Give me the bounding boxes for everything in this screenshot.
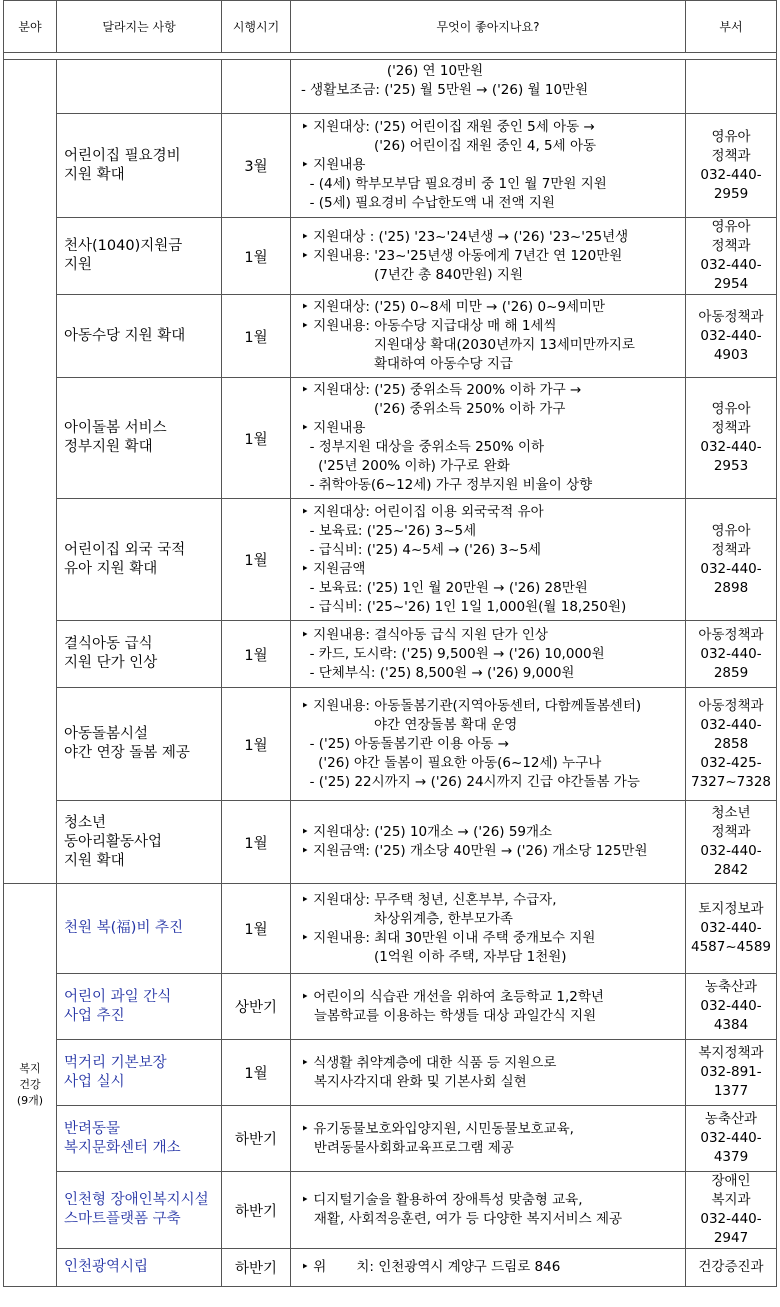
dept-line: 032-440- xyxy=(700,843,762,859)
change-cell xyxy=(57,1172,222,1249)
change-title-line: 어린이 과일 간식 xyxy=(64,988,172,1005)
benefit-line: ‣ 지원내용 xyxy=(301,420,366,436)
benefit-cell xyxy=(291,621,686,688)
benefit-line: - ('25) 22시까지 → ('26) 24시까지 긴급 야간돌봄 가능 xyxy=(301,773,640,790)
benefit-line: ‣ 어린이의 식습관 개선을 위하여 초등학교 1,2학년 xyxy=(301,988,604,1005)
period-cell: 하반기 xyxy=(222,1106,291,1172)
benefit-line: ‣ 지원대상 : ('25) '23~'24년생 → ('26) '23~'25년생 xyxy=(301,228,629,245)
change-title-line: 복지문화센터 개소 xyxy=(64,1139,181,1156)
benefit-line: ‣ 지원금액: ('25) 개소당 40만원 → ('26) 개소당 125만원 xyxy=(301,843,648,859)
dept-line: 농축산과 xyxy=(704,979,758,995)
change-title-line: 사업 실시 xyxy=(64,1073,125,1090)
dept-line: 4379 xyxy=(713,1149,749,1165)
change-title-line: 스마트플랫폼 구축 xyxy=(64,1211,181,1227)
dept-cell xyxy=(686,114,777,218)
period-cell xyxy=(222,60,291,114)
change-cell xyxy=(57,1040,222,1106)
period-cell: 1월 xyxy=(222,378,291,499)
benefit-line: ‣ 지원대상: ('25) 0~8세 미만 → ('26) 0~9세미만 xyxy=(301,299,606,315)
field-label-line: 건강 xyxy=(19,1078,41,1091)
change-cell xyxy=(57,295,222,378)
dept-line: 아동정책과 xyxy=(698,626,764,643)
dept-cell xyxy=(686,1106,777,1172)
dept-cell xyxy=(686,218,777,295)
benefit-cell xyxy=(291,114,686,218)
benefit-line: ‣ 지원내용: '23~'25년생 아동에게 7년간 연 120만원 xyxy=(301,247,623,264)
benefit-line: - 단체부식: ('25) 8,500원 → ('26) 9,000원 xyxy=(301,664,575,681)
benefit-line: ‣ 유기동물보호와입양지원, 시민동물보호교육, xyxy=(301,1120,574,1137)
dept-line: 032-440- xyxy=(700,560,762,577)
dept-line: 2954 xyxy=(713,276,749,292)
period-cell: 1월 xyxy=(222,218,291,295)
change-title-line: 반려동물 xyxy=(64,1120,121,1137)
table-row xyxy=(4,974,777,1040)
change-cell xyxy=(57,621,222,688)
change-title-line: 아동수당 지원 확대 xyxy=(64,327,186,344)
benefit-line: - (5세) 필요경비 수납한도액 내 전액 지원 xyxy=(301,195,555,211)
dept-line: 032-891- xyxy=(700,1064,762,1080)
dept-line: 032-440- xyxy=(700,998,762,1014)
benefit-cell xyxy=(291,378,686,499)
benefit-line: ‣ 지원대상: 어린이집 이용 외국국적 유아 xyxy=(301,503,544,520)
benefit-line: - 생활보조금: ('25) 월 5만원 → ('26) 월 10만원 xyxy=(301,82,589,98)
change-title-line: 천원 복(福)비 추진 xyxy=(64,920,184,936)
benefit-line: ('26) 연 10만원 xyxy=(301,63,484,79)
benefit-line: 반려동물사회화교육프로그램 제공 xyxy=(301,1139,514,1156)
dept-cell xyxy=(686,688,777,801)
dept-line: 4903 xyxy=(713,346,749,363)
benefit-cell xyxy=(291,1106,686,1172)
header-change: 달라지는 사항 xyxy=(57,1,222,53)
dept-line: 영유아 xyxy=(711,219,751,235)
benefit-line: - 보육료: ('25~'26) 3~5세 xyxy=(301,522,477,539)
dept-cell xyxy=(686,1040,777,1106)
period-cell: 상반기 xyxy=(222,974,291,1040)
period-cell: 1월 xyxy=(222,295,291,378)
period-cell: 3월 xyxy=(222,114,291,218)
dept-line: 2859 xyxy=(713,664,749,681)
dept-cell xyxy=(686,1172,777,1249)
change-cell xyxy=(57,218,222,295)
field-label-line: (9개) xyxy=(16,1094,44,1107)
benefit-line: 확대하여 아동수당 지급 xyxy=(301,356,513,372)
dept-line: 2953 xyxy=(713,458,749,474)
benefit-cell xyxy=(291,218,686,295)
change-title-line: 인천광역시립 xyxy=(64,1259,149,1275)
benefit-line: ('26) 야간 돌봄이 필요한 아동(6~12세) 누구나 xyxy=(301,754,602,771)
benefit-line: - 보육료: ('25) 1인 월 20만원 → ('26) 28만원 xyxy=(301,579,588,596)
benefit-cell xyxy=(291,974,686,1040)
benefit-line: ‣ 지원대상: ('25) 중위소득 200% 이하 가구 → xyxy=(301,382,582,398)
change-title-line: 인천형 장애인복지시설 xyxy=(64,1192,209,1208)
change-title-line: 천사(1040)지원금 xyxy=(64,238,183,254)
change-cell xyxy=(57,801,222,884)
benefit-line: (1억원 이하 주택, 자부담 1천원) xyxy=(301,948,567,965)
change-title-line: 사업 추진 xyxy=(64,1007,125,1024)
period-cell: 하반기 xyxy=(222,1172,291,1249)
benefit-line: - (4세) 학부모부담 필요경비 중 1인 월 7만원 지원 xyxy=(301,176,607,192)
table-row xyxy=(4,1249,777,1287)
benefit-line: ‣ 지원대상: 무주택 청년, 신혼부부, 수급자, xyxy=(301,891,557,908)
change-cell xyxy=(57,1106,222,1172)
change-cell xyxy=(57,60,222,114)
dept-line: 032-440- xyxy=(700,920,762,936)
dept-cell xyxy=(686,884,777,974)
change-cell xyxy=(57,974,222,1040)
change-title-line: 동아리활동사업 xyxy=(64,833,163,850)
dept-line: 정책과 xyxy=(711,147,751,164)
benefit-cell xyxy=(291,884,686,974)
benefit-line: ('26) 중위소득 250% 이하 가구 xyxy=(301,401,566,417)
period-cell: 1월 xyxy=(222,499,291,621)
table-row xyxy=(4,295,777,378)
dept-line: 4587~4589 xyxy=(690,939,772,955)
change-title-line: 유아 지원 확대 xyxy=(64,560,158,577)
dept-cell xyxy=(686,1249,777,1287)
period-cell: 1월 xyxy=(222,688,291,801)
benefit-line: 복지사각지대 완화 및 기본사회 실현 xyxy=(301,1073,527,1090)
change-title-line: 어린이집 외국 국적 xyxy=(64,541,186,558)
change-title-line: 정부지원 확대 xyxy=(64,439,153,455)
benefit-line: ('26) 어린이집 재원 중인 4, 5세 아동 xyxy=(301,138,597,154)
benefit-line: ‣ 디지털기술을 활용하여 장애특성 맞춤형 교육, xyxy=(301,1192,583,1208)
field-cell xyxy=(4,60,57,884)
field-label-line: 복지 xyxy=(19,1062,41,1075)
change-title-line: 지원 확대 xyxy=(64,852,125,869)
header-period: 시행시기 xyxy=(222,1,291,53)
benefit-line: 야간 연장돌봄 확대 운영 xyxy=(301,716,518,733)
dept-cell xyxy=(686,378,777,499)
table-row xyxy=(4,801,777,884)
dept-line: 2858 xyxy=(713,735,749,752)
benefit-cell xyxy=(291,499,686,621)
dept-line: 복지과 xyxy=(711,1192,751,1208)
benefit-line: ‣ 지원대상: ('25) 어린이집 재원 중인 5세 아동 → xyxy=(301,119,595,135)
table-row xyxy=(4,1040,777,1106)
table-row xyxy=(4,1172,777,1249)
benefit-line: 차상위계층, 한부모가족 xyxy=(301,910,513,927)
dept-line: 4384 xyxy=(713,1017,749,1033)
header-field: 분야 xyxy=(4,1,57,53)
period-cell: 1월 xyxy=(222,801,291,884)
dept-line: 토지정보과 xyxy=(698,901,764,917)
dept-line: 032-440- xyxy=(700,645,762,662)
change-title-line: 지원 xyxy=(64,257,93,273)
dept-line: 032-440- xyxy=(700,166,762,183)
dept-line: 건강증진과 xyxy=(698,1259,764,1275)
dept-line: 영유아 xyxy=(711,401,751,417)
benefit-cell xyxy=(291,1040,686,1106)
dept-line: 032-440- xyxy=(700,327,762,344)
table-row xyxy=(4,378,777,499)
benefit-cell xyxy=(291,60,686,114)
dept-line: 정책과 xyxy=(711,420,751,436)
benefit-line: ‣ 위 치: 인천광역시 계양구 드림로 846 xyxy=(301,1259,561,1275)
benefit-line: 재활, 사회적응훈련, 여가 등 다양한 복지서비스 제공 xyxy=(301,1211,623,1227)
field-cell-welfare xyxy=(4,884,57,1287)
table-row xyxy=(4,218,777,295)
dept-line: 032-425- xyxy=(700,754,762,771)
dept-cell xyxy=(686,60,777,114)
dept-line: 1377 xyxy=(713,1083,749,1099)
dept-line: 농축산과 xyxy=(704,1111,758,1127)
change-cell xyxy=(57,1249,222,1287)
dept-line: 2898 xyxy=(713,579,749,596)
table-row xyxy=(4,621,777,688)
change-title-line: 야간 연장 돌봄 제공 xyxy=(64,745,190,761)
change-cell xyxy=(57,884,222,974)
dept-line: 2947 xyxy=(713,1230,749,1246)
dept-cell xyxy=(686,621,777,688)
table-row xyxy=(4,884,777,974)
period-cell: 1월 xyxy=(222,1040,291,1106)
change-title-line: 지원 단가 인상 xyxy=(64,655,158,671)
period-cell: 1월 xyxy=(222,621,291,688)
benefit-line: - 카드, 도시락: ('25) 9,500원 → ('26) 10,000원 xyxy=(301,645,605,662)
benefit-line: ‣ 지원대상: ('25) 10개소 → ('26) 59개소 xyxy=(301,824,553,840)
benefit-line: ‣ 지원금액 xyxy=(301,560,366,577)
dept-line: 2842 xyxy=(713,862,749,878)
dept-line: 청소년 xyxy=(711,805,751,821)
dept-line: 032-440- xyxy=(700,1130,762,1146)
change-cell xyxy=(57,499,222,621)
dept-line: 정책과 xyxy=(711,824,751,840)
change-cell xyxy=(57,688,222,801)
table-header-row xyxy=(4,1,777,53)
change-title-line: 결식아동 급식 xyxy=(64,636,153,652)
dept-line: 032-440- xyxy=(700,439,762,455)
change-title-line: 지원 확대 xyxy=(64,166,125,183)
benefit-cell xyxy=(291,295,686,378)
benefit-line: 지원대상 확대(2030년까지 13세미만까지로 xyxy=(301,337,635,353)
dept-line: 영유아 xyxy=(711,128,751,145)
benefit-line: 늘봄학교를 이용하는 학생들 대상 과일간식 지원 xyxy=(301,1007,597,1024)
dept-cell xyxy=(686,295,777,378)
dept-line: 032-440- xyxy=(700,257,762,273)
dept-line: 영유아 xyxy=(711,522,751,539)
change-title-line: 청소년 xyxy=(64,814,107,831)
benefit-line: - 급식비: ('25~'26) 1인 1일 1,000원(월 18,250원) xyxy=(301,598,627,615)
benefit-line: (7년간 총 840만원) 지원 xyxy=(301,266,524,283)
period-cell: 1월 xyxy=(222,884,291,974)
benefit-line: ‣ 지원내용: 결식아동 급식 지원 단가 인상 xyxy=(301,626,548,643)
benefit-cell xyxy=(291,1249,686,1287)
change-cell xyxy=(57,378,222,499)
policy-changes-table xyxy=(3,0,777,1287)
change-title-line: 먹거리 기본보장 xyxy=(64,1054,167,1071)
dept-cell xyxy=(686,974,777,1040)
benefit-line: ‣ 식생활 취약계층에 대한 식품 등 지원으로 xyxy=(301,1054,557,1071)
change-title-line: 아이돌봄 서비스 xyxy=(64,420,167,436)
benefit-cell xyxy=(291,688,686,801)
benefit-line: - 급식비: ('25) 4~5세 → ('26) 3~5세 xyxy=(301,541,542,558)
benefit-line: ('25년 200% 이하) 가구로 완화 xyxy=(301,458,510,474)
dept-cell xyxy=(686,499,777,621)
dept-line: 정책과 xyxy=(711,238,751,254)
dept-line: 032-440- xyxy=(700,1211,762,1227)
table-row xyxy=(4,114,777,218)
dept-line: 정책과 xyxy=(711,541,751,558)
benefit-line: ‣ 지원내용: 아동수당 지급대상 매 해 1세씩 xyxy=(301,318,557,334)
dept-line: 아동정책과 xyxy=(698,697,764,714)
dept-line: 장애인 xyxy=(711,1173,751,1189)
table-row xyxy=(4,499,777,621)
benefit-cell xyxy=(291,801,686,884)
table-row xyxy=(4,1106,777,1172)
change-title-line: 아동돌봄시설 xyxy=(64,726,149,742)
dept-line: 032-440- xyxy=(700,716,762,733)
benefit-line: - ('25) 아동돌봄기관 이용 아동 → xyxy=(301,735,510,752)
dept-cell xyxy=(686,801,777,884)
dept-line: 복지정책과 xyxy=(698,1045,764,1061)
change-cell xyxy=(57,114,222,218)
period-cell: 하반기 xyxy=(222,1249,291,1287)
dept-line: 아동정책과 xyxy=(698,308,764,325)
benefit-line: - 정부지원 대상을 중위소득 250% 이하 xyxy=(301,439,545,455)
table-row xyxy=(4,688,777,801)
dept-line: 7327~7328 xyxy=(690,773,772,790)
table-row xyxy=(4,60,777,114)
benefit-line: ‣ 지원내용: 아동돌봄기관(지역아동센터, 다함께돌봄센터) xyxy=(301,697,642,714)
benefit-line: - 취학아동(6~12세) 가구 정부지원 비율이 상향 xyxy=(301,477,593,493)
benefit-line: ‣ 지원내용: 최대 30만원 이내 주택 중개보수 지원 xyxy=(301,929,596,946)
benefit-line: ‣ 지원내용 xyxy=(301,157,366,173)
dept-line: 2959 xyxy=(713,185,749,202)
benefit-cell xyxy=(291,1172,686,1249)
header-benefit: 무엇이 좋아지나요? xyxy=(291,1,686,53)
change-title-line: 어린이집 필요경비 xyxy=(64,147,181,164)
header-dept: 부서 xyxy=(686,1,777,53)
